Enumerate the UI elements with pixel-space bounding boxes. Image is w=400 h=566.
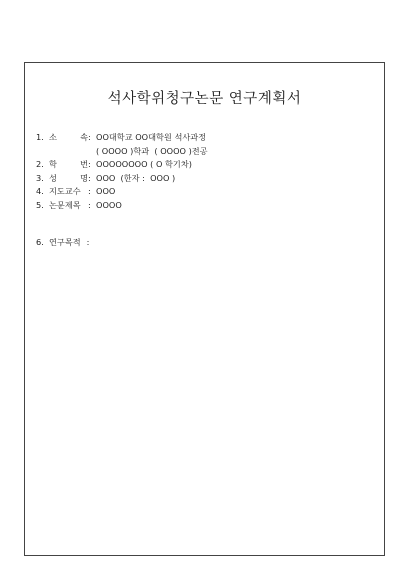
field-value: OOOOOOOO ( O 학기차)	[96, 159, 192, 169]
field-value: OOO	[96, 186, 116, 196]
field-colon: :	[88, 186, 91, 196]
label-char: 명	[80, 172, 88, 183]
field-label: 연구목적	[49, 237, 81, 247]
field-value: OOO (한자 : OOO )	[96, 172, 176, 183]
field-label	[49, 158, 88, 172]
field-number: 5.	[36, 199, 44, 210]
field-affiliation	[36, 131, 208, 145]
label-char: 번	[80, 159, 88, 169]
field-number: 6.	[36, 237, 44, 247]
field-colon: :	[88, 132, 91, 142]
field-label: 논문제목	[49, 199, 81, 210]
field-student-id	[36, 158, 208, 172]
label-char: 성	[49, 172, 57, 183]
field-value: OOOO	[96, 199, 122, 210]
field-advisor	[36, 185, 208, 199]
field-number: 3.	[36, 172, 44, 183]
field-number: 4.	[36, 186, 44, 196]
field-affiliation-continued	[36, 145, 208, 159]
field-number: 1.	[36, 132, 44, 142]
field-value: ( OOOO )학과 ( OOOO )전공	[96, 145, 208, 156]
document-title: 석사학위청구논문 연구계획서	[107, 91, 302, 107]
label-char: 속	[80, 132, 88, 142]
document-page	[24, 62, 385, 556]
field-research-purpose	[36, 237, 95, 248]
field-number: 2.	[36, 159, 44, 169]
field-colon: :	[88, 199, 91, 210]
field-name	[36, 172, 208, 186]
field-thesis-title	[36, 199, 208, 213]
field-label	[49, 172, 88, 186]
label-char: 학	[49, 159, 57, 169]
field-colon: :	[86, 237, 90, 247]
label-char: 소	[49, 132, 57, 142]
field-value: OO대학교 OO대학원 석사과정	[96, 132, 207, 142]
field-colon: :	[88, 172, 91, 183]
field-colon: :	[88, 159, 91, 169]
field-label	[49, 131, 88, 145]
field-label: 지도교수	[49, 186, 81, 196]
info-fields	[36, 131, 208, 212]
